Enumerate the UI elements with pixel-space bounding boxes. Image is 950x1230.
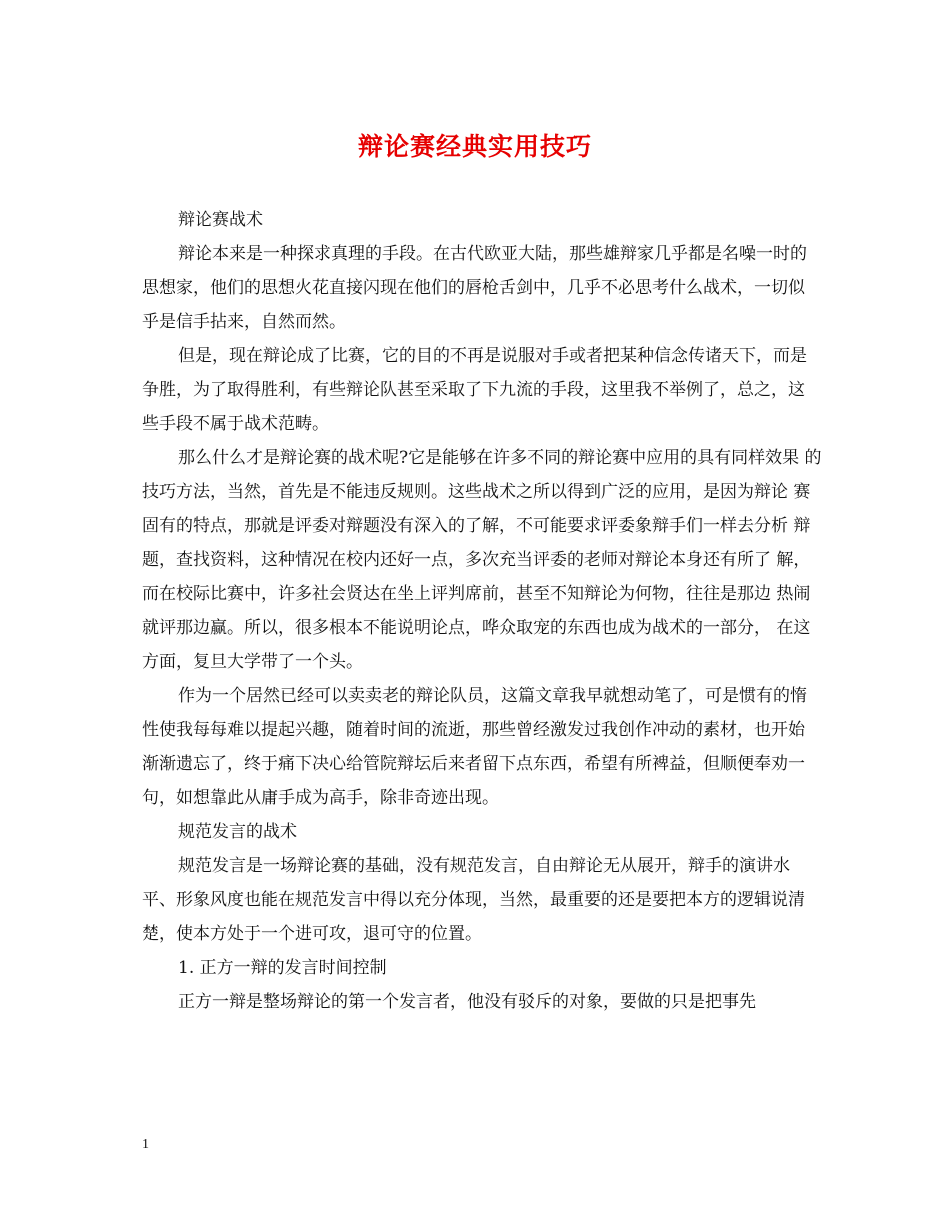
document-body [142, 203, 827, 1019]
paragraph-competition: 但是，现在辩论成了比赛，它的目的不再是说服对手或者把某种信念传诸天下，而是 争胜，为了取得胜利，有些辩论队甚至采取了下九流的手段，这里我不举例了，总之，这 些手段不属于战术范畴。 [142, 346, 807, 434]
paragraph-author-note: 作为一个居然已经可以卖卖老的辩论队员，这篇文章我早就想动笔了，可是惯有的惰 性使我每每难以提起兴趣，随着时间的流逝，那些曾经激发过我创作冲动的素材，也开始 渐渐遗忘了，终于痛下决心给管院辩坛后来者留下点东西，希望有所裨益，但顺便奉劝一 句，如想靠此从庸手成为高手，除非奇迹出现。 [142, 686, 807, 808]
paragraph-intro: 辩论本来是一种探求真理的手段。在古代欧亚大陆，那些雄辩家几乎都是名噪一时的 思想家，他们的思想火花直接闪现在他们的唇枪舌剑中，几乎不必思考什么战术，一切似 乎是信手拈来，自然而然。 [142, 244, 807, 332]
paragraph-what-is-tactics: 那么什么才是辩论赛的战术呢?它是能够在许多不同的辩论赛中应用的具有同样效果 的技巧方法，当然，首先是不能违反规则。这些战术之所以得到广泛的应用，是因为辩论 赛固有的特点，那就是评委对辩题没有深入的了解，不可能要求评委象辩手们一样去分析 辩题，查找资料，这种情况在校内还好一点，多次充当评委的老师对辩论本身还有所了 解，而在校际比赛中，许多社会贤达在坐上评判席前，甚至不知辩论为何物，往往是那边 热闹就评那边赢。所以，很多根本不能说明论点，哗众取宠的东西也成为战术的一部分， 在这方面，复旦大学带了一个头。 [142, 448, 822, 672]
subheading-first-speaker-time: 1. 正方一辩的发言时间控制 [178, 958, 387, 978]
section-heading-tactics: 辩论赛战术 [178, 210, 263, 230]
paragraph-standard-speech: 规范发言是一场辩论赛的基础，没有规范发言，自由辩论无从展开，辩手的演讲水 平、形象风度也能在规范发言中得以充分体现，当然，最重要的还是要把本方的逻辑说清 楚，使本方处于一个进可攻，退可守的位置。 [142, 856, 805, 944]
document-title: 辩论赛经典实用技巧 [357, 132, 592, 161]
section-heading-standard-speech: 规范发言的战术 [178, 822, 297, 842]
page-number: 1 [142, 1137, 149, 1152]
paragraph-first-speaker: 正方一辩是整场辩论的第一个发言者，他没有驳斥的对象，要做的只是把事先 [178, 992, 756, 1012]
